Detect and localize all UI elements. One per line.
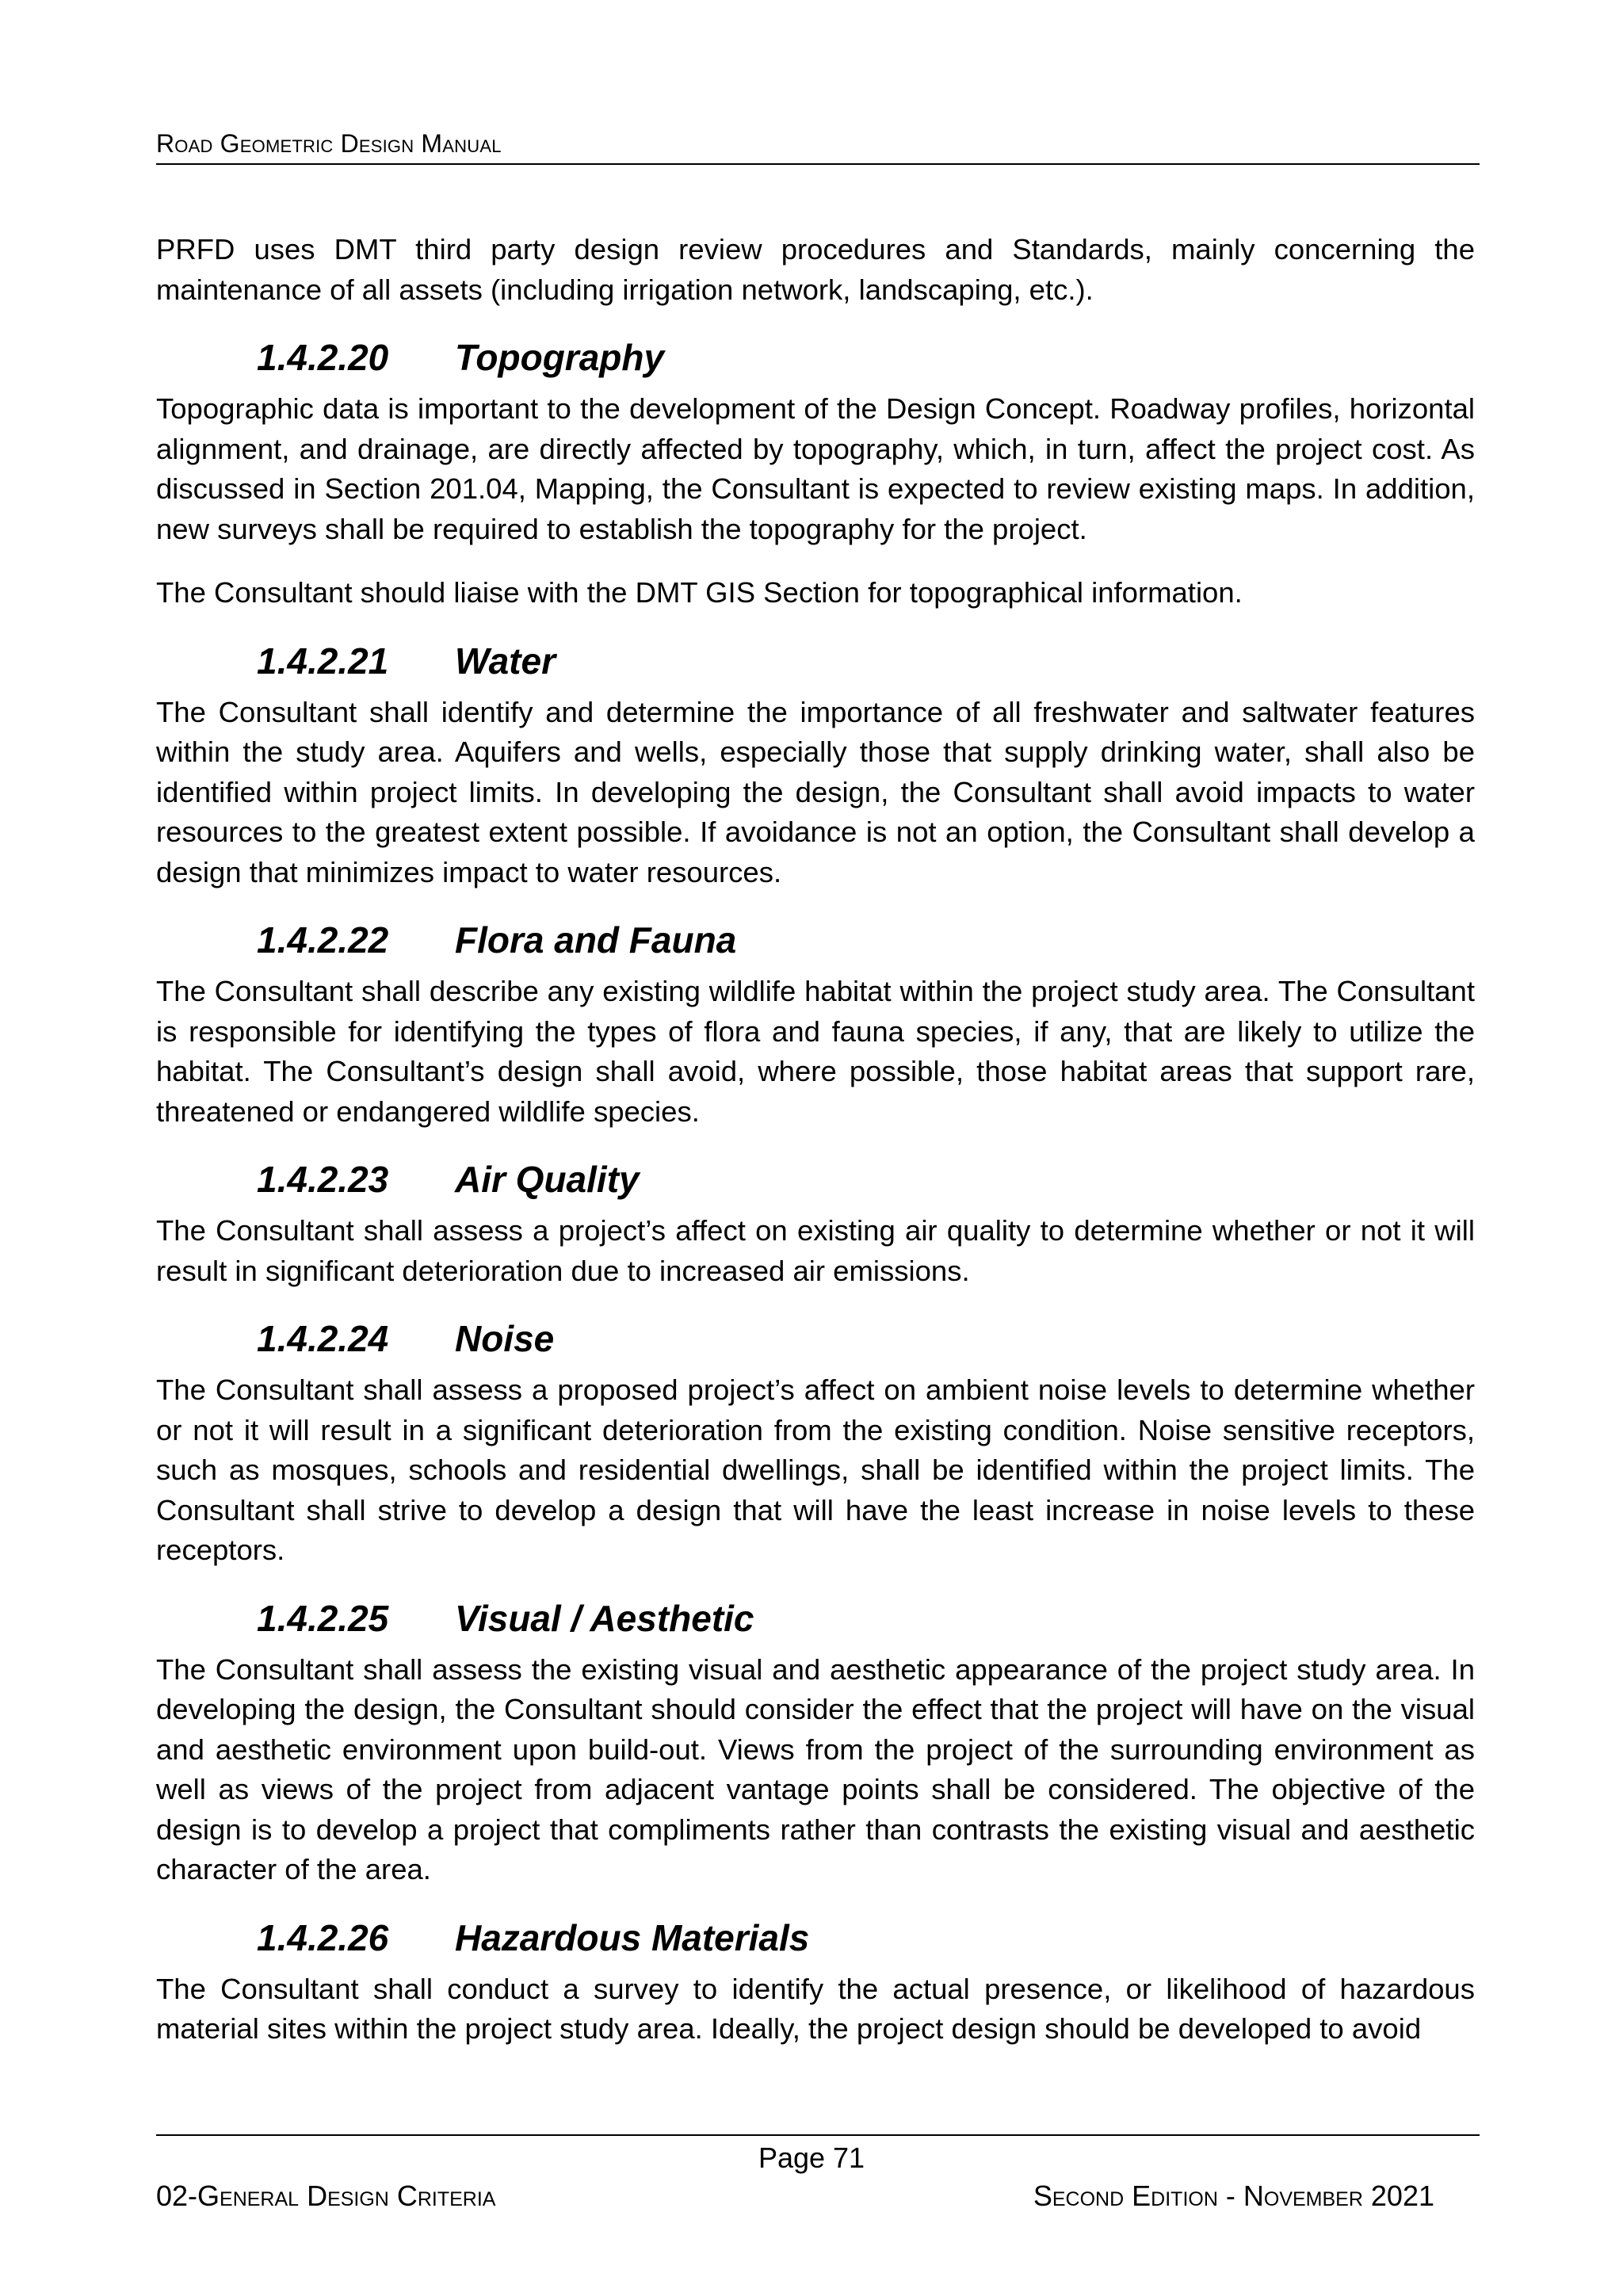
section-number: 1.4.2.21 — [257, 640, 389, 682]
section-heading — [156, 637, 1475, 685]
section-title: Air Quality — [455, 1159, 640, 1200]
section-paragraph: Topographic data is important to the development of the Design Concept. Roadway profiles, horizontal alignment, and drainage, are directly affected by topography, which, in turn, affect the project cost. As discussed in Section 201.04, Mapping, the Consultant is expected to review existing maps. In addition, new surveys shall be required to establish the topography for the project. — [156, 392, 1475, 545]
section-heading — [156, 1595, 1475, 1642]
section-title: Topography — [455, 337, 665, 378]
section-paragraph: The Consultant should liaise with the DMT GIS Section for topographical information. — [156, 576, 1243, 609]
section-number: 1.4.2.26 — [257, 1916, 389, 1958]
section-paragraph: The Consultant shall describe any existing wildlife habitat within the project study area. The Consultant is responsible for identifying the types of flora and fauna species, if any, that are likely to utilize the habitat. The Consultant’s design shall avoid, where possible, those habitat areas that support rare, threatened or endangered wildlife species. — [156, 975, 1475, 1128]
section-number: 1.4.2.25 — [257, 1597, 389, 1639]
footer-edition: Second Edition - November 2021 — [1033, 2179, 1434, 2212]
section-paragraph: The Consultant shall identify and determine the importance of all freshwater and saltwater features within the study area. Aquifers and wells, especially those that supply drinking water, shall also be identified within project limits. In developing the design, the Consultant shall avoid impacts to water resources to the greatest extent possible. If avoidance is not an option, the Consultant shall develop a design that minimizes impact to water resources. — [156, 695, 1475, 888]
section-hazardous-materials — [156, 1914, 1475, 2050]
section-heading — [156, 916, 1475, 964]
footer-divider — [156, 2134, 1480, 2136]
running-header-title: Road Geometric Design Manual — [156, 129, 502, 158]
section-heading — [156, 1156, 1475, 1203]
page-content — [156, 230, 1475, 2050]
intro-paragraph: PRFD uses DMT third party design review procedures and Standards, mainly concerning the maintenance of all assets (including irrigation network, landscaping, etc.). — [156, 233, 1475, 306]
section-title: Hazardous Materials — [455, 1916, 810, 1958]
page-number: Page 71 — [758, 2141, 865, 2174]
section-air-quality — [156, 1156, 1475, 1291]
section-number: 1.4.2.23 — [257, 1159, 389, 1200]
section-visual-aesthetic — [156, 1595, 1475, 1890]
footer-chapter: 02-General Design Criteria — [156, 2179, 496, 2212]
section-noise — [156, 1315, 1475, 1571]
page-header — [156, 127, 1480, 165]
section-topography — [156, 334, 1475, 613]
section-number: 1.4.2.22 — [257, 919, 389, 961]
section-flora-and-fauna — [156, 916, 1475, 1132]
section-title: Water — [455, 640, 556, 682]
section-paragraph: The Consultant shall conduct a survey to identify the actual presence, or likelihood of hazardous material sites within the project study area. Ideally, the project design should be developed to avoid — [156, 1972, 1475, 2045]
section-paragraph: The Consultant shall assess a proposed project’s affect on ambient noise levels to determine whether or not it will result in a significant deterioration from the existing condition. Noise sensitive receptors, such as mosques, schools and residential dwellings, shall be identified within the project limits. The Consultant shall strive to develop a design that will have the least increase in noise levels to these receptors. — [156, 1373, 1475, 1566]
section-title: Noise — [455, 1318, 555, 1359]
section-title: Flora and Fauna — [455, 919, 737, 961]
section-paragraph: The Consultant shall assess the existing visual and aesthetic appearance of the project study area. In developing the design, the Consultant should consider the effect that the project will have on the visual and aesthetic environment upon build-out. Views from the project of the surrounding environment as well as views of the project from adjacent vantage points shall be considered. The objective of the design is to develop a project that compliments rather than contrasts the existing visual and aesthetic character of the area. — [156, 1652, 1475, 1885]
section-paragraph: The Consultant shall assess a project’s affect on existing air quality to determine whether or not it will result in significant deterioration due to increased air emissions. — [156, 1214, 1475, 1287]
section-number: 1.4.2.24 — [257, 1318, 389, 1359]
section-title: Visual / Aesthetic — [455, 1597, 754, 1639]
section-heading — [156, 334, 1475, 381]
section-heading — [156, 1315, 1475, 1362]
section-number: 1.4.2.20 — [257, 337, 389, 378]
section-water — [156, 637, 1475, 893]
section-heading — [156, 1914, 1475, 1962]
